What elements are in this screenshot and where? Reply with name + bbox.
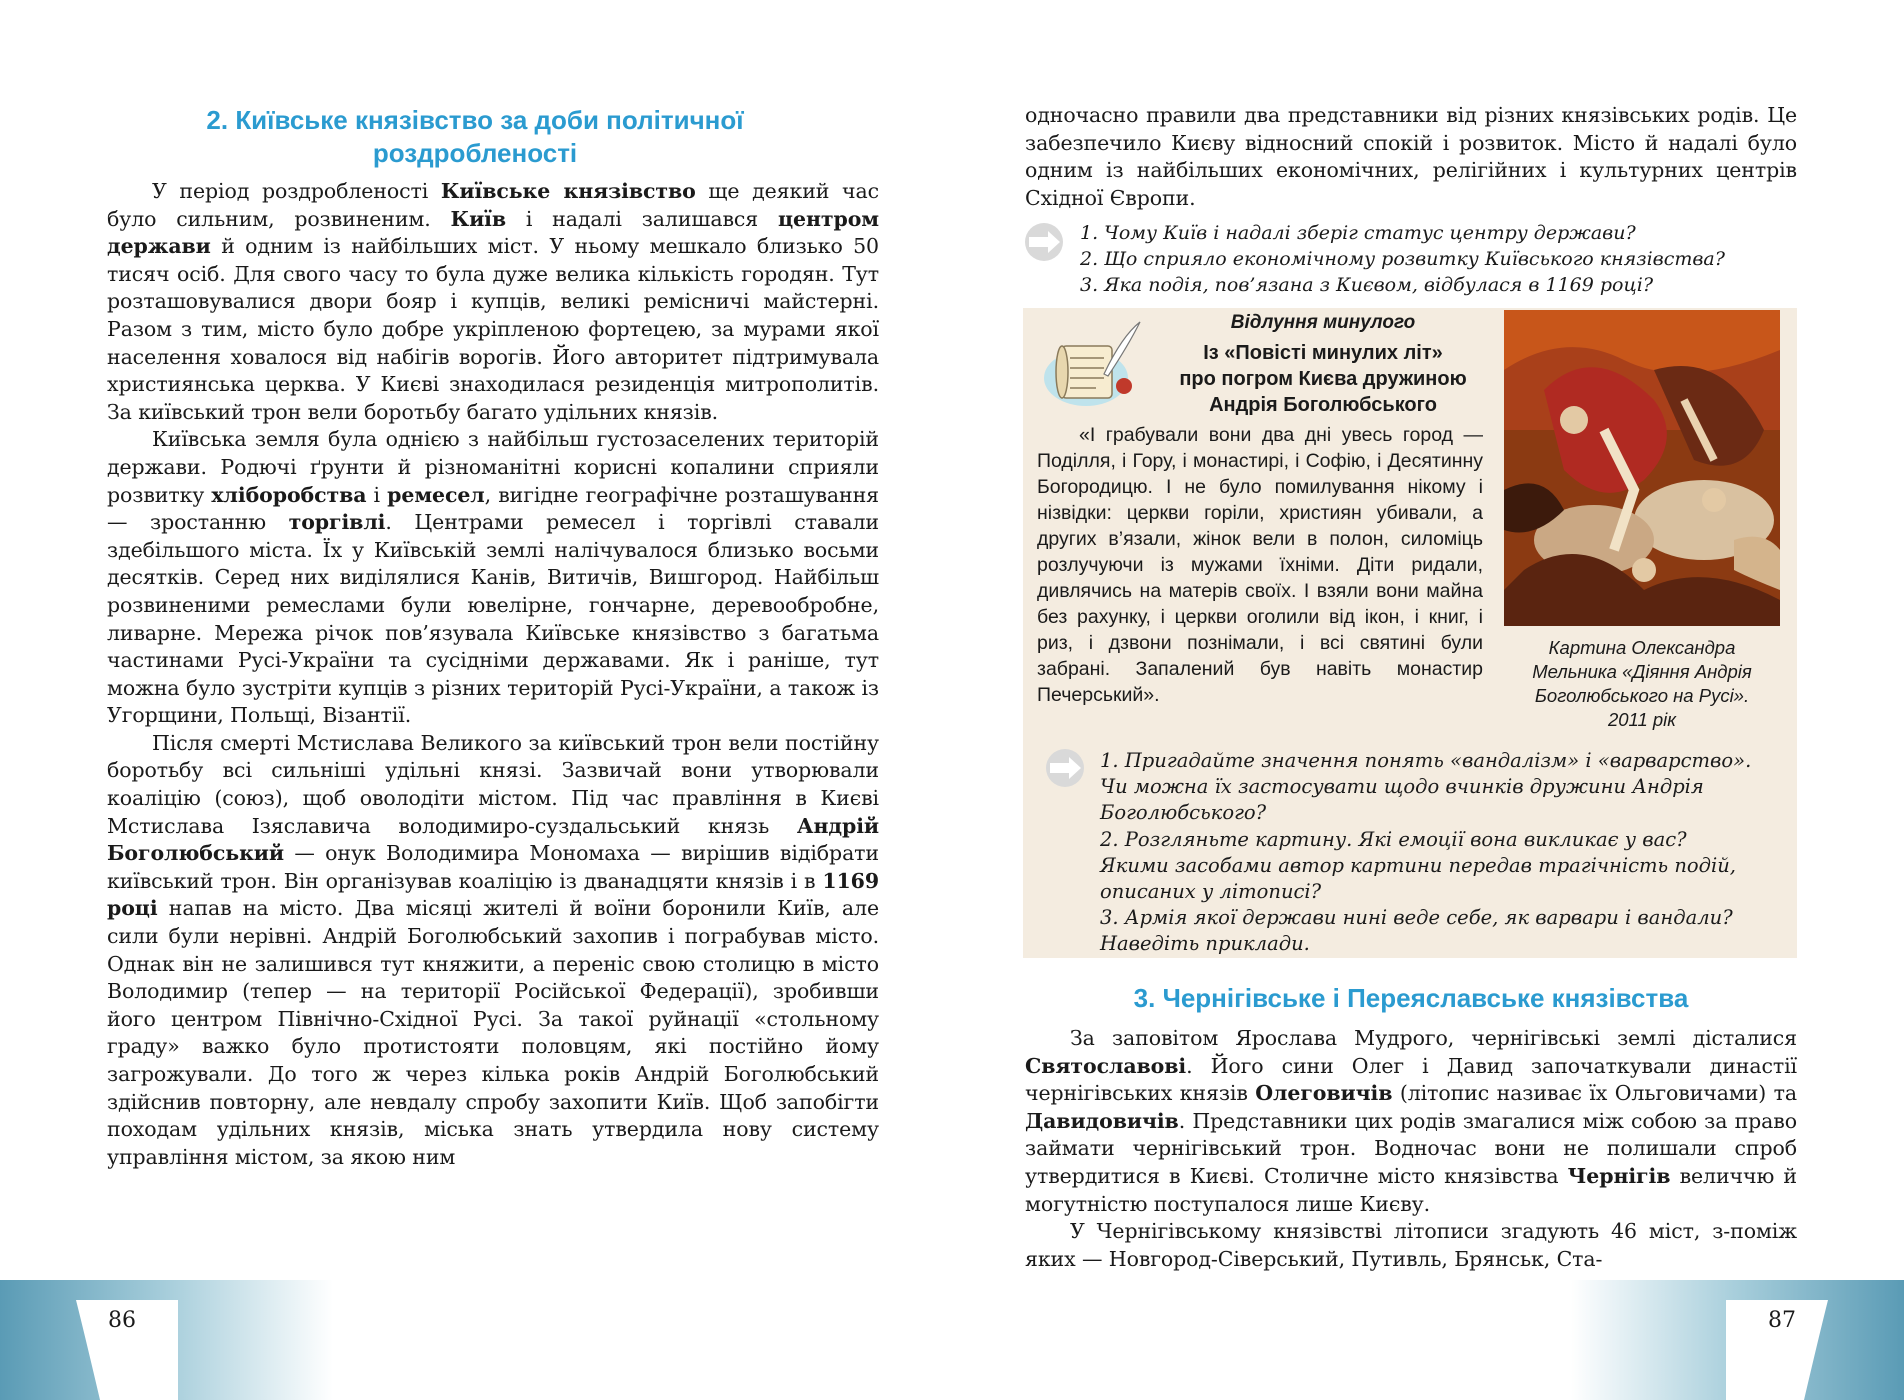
review-questions (1080, 220, 1725, 298)
painting-image (1504, 310, 1780, 626)
bold-term: Чернігів (1567, 1163, 1671, 1188)
continuation-text (1025, 102, 1797, 212)
caption-line-3: Боголюбського на Русі». (1534, 685, 1750, 706)
task-line-8: Наведіть приклади. (1100, 932, 1310, 956)
box-subtitle-line-3: Андрія Боголюбського (1209, 394, 1437, 416)
box-heading: Відлуння минулого (1230, 312, 1416, 333)
footer-band-left (0, 1280, 952, 1400)
bold-term: Андрій Боголюбський (107, 813, 879, 866)
bold-term: Київ (450, 206, 507, 231)
page-number-left: 86 (108, 1308, 136, 1333)
bold-term: ремесел (387, 482, 485, 507)
bold-term: Київське князівство (440, 179, 696, 203)
question-1: 1. Чому Київ і надалі зберіг статус центру держави? (1080, 222, 1636, 244)
page-number-right: 87 (1768, 1308, 1796, 1333)
box-tasks (1100, 748, 1751, 958)
bold-term: центром держави (107, 206, 879, 259)
chronicle-quote: «І грабували вони два дні увесь город — Поділля, і Гору, і монастирі, і Софію, і Десятинну Богородицю. І не було помилування нікому і нізвідки: церкви горіли, християн убивали, а других в’язали, жінок вели в полон, силоміць розлучуючи із мужами їхніми. Діти ридали, дивлячись на матерів своїх. І взяли вони майна без рахунку, і церкви оголили від ікон, і книг, і риз, і дзвони познімали, і всі святині були забрані. Запалений був навіть монастир Печерський». (1037, 424, 1483, 706)
title-line-1: 2. Київське князівство за доби політичної (206, 105, 744, 135)
bold-term: хліборобства (211, 482, 367, 507)
section-title-chernihiv: 3. Чернігівське і Переяславське князівства (1133, 983, 1689, 1013)
section-title-kyiv (140, 104, 810, 170)
bold-term: Давидовичів (1025, 1108, 1179, 1133)
task-line-2: Чи можна їх застосувати щодо вчинків дружини Андрія (1100, 775, 1704, 799)
scroll-quill-icon (1036, 316, 1146, 412)
task-line-7: 3. Армія якої держави нині веде себе, як варвари і вандали? (1100, 906, 1733, 930)
caption-line-4: 2011 рік (1607, 709, 1677, 730)
task-line-4: 2. Розгляньте картину. Які емоції вона викликає у вас? (1100, 827, 1687, 851)
bold-term: 1169 році (107, 868, 879, 921)
bold-term: Святославові (1025, 1053, 1187, 1078)
continuation-paragraph: одночасно правили два представники від різних князівських родів. Це забезпечило Києву відносний спокій і розвиток. Місто й надалі було одним із найбільших економічних, релігійних і культурних центрів Східної Європи. (1025, 103, 1797, 210)
question-3: 3. Яка подія, пов’язана з Києвом, відбулася в 1169 році? (1080, 274, 1654, 296)
box-subtitle (1150, 340, 1496, 418)
left-body-text (107, 178, 879, 1171)
left-paragraph-2: Київська земля була однією з найбільш густозаселених територій держави. Родючі ґрунти й різноманітні корисні копалини сприяли розвитку хліборобства і ремесел, вигідне географічне розташування — зростанню торгівлі. Центрами ремесел і торгівлі ставали здебільшого міста. Їх у Київській землі налічувалося близько восьми десятків. Серед них виділялися Канів, Витичів, Вишгород. Найбільш розвиненими ремеслами були ювелірне, гончарне, деревообробне, ливарне. Мережа річок пов’язувала Київське князівство з багатьма частинами Русі-України та сусідніми державами. Як і раніше, тут можна було зустріти купців з різних територій Русі-України, а також із Угорщини, Польщі, Візантії. (107, 427, 880, 728)
right-body-text (1025, 1025, 1797, 1273)
arrow-right-icon (1045, 748, 1085, 788)
task-line-1: 1. Пригадайте значення понять «вандалізм» і «варварство». (1100, 749, 1752, 772)
caption-line-1: Картина Олександра (1548, 637, 1736, 658)
right-paragraph-2: У Чернігівському князівстві літописи згадують 46 міст, з-поміж яких — Новгород-Сіверський, Путивль, Брянськ, Ста- (1025, 1219, 1797, 1271)
right-paragraph-1: За заповітом Ярослава Мудрого, чернігівські землі дісталися Святославові. Його сини Олег і Давид започаткували династії чернігівських князів Олеговичів (літопис називає їх Ольговичами) та Давидовичів. Представники цих родів змагалися між собою за право займати чернігівський трон. Водночас вони не полишали спроб утвердитися в Києві. Столичне місто князівства Чернігів величчю й могутністю поступалося лише Києву. (1025, 1026, 1797, 1216)
left-paragraph-1: У період роздробленості Київське князівство ще деякий час було сильним, розвиненим. Київ і надалі залишався центром держави й одним із найбільших міст. У ньому мешкало близько 50 тисяч осіб. Для свого часу то була дуже велика кількість городян. Тут розташовувалися двори бояр і купців, великі ремісничі майстерні. Разом з тим, місто було добре укріпленою фортецею, за мурами якої населення ховалося від набігів ворогів. Його авторитет підтримувала християнська церква. У Києві знаходилася резиденція митрополитів. За київський трон вели боротьбу багато удільних князів. (107, 179, 879, 424)
title-line-2: роздробленості (372, 138, 578, 168)
box-subtitle-line-2: про погром Києва дружиною (1179, 368, 1467, 390)
caption-line-2: Мельника «Діяння Андрія (1532, 661, 1752, 682)
painting-caption (1500, 636, 1784, 732)
task-line-6: описаних у літописі? (1100, 880, 1322, 904)
task-line-3: Боголюбського? (1100, 801, 1267, 825)
bold-term: торгівлі (288, 510, 386, 535)
left-paragraph-3: Після смерті Мстислава Великого за київський трон вели постійну боротьбу всі сильніші удільні князі. Зазвичай вони утворювали коаліцію (союз), щоб оволодіти містом. Під час правління в Києві Мстислава Ізяславича володимиро-суздальський князь Андрій Боголюбський — онук Володимира Мономаха — вирішив відібрати київський трон. Він організував коаліцію із дванадцяти князів і в 1169 році напав на місто. Два місяці жителі й воїни боронили Київ, але сили були нерівні. Андрій Боголюбський захопив і пограбував місто. Однак він не залишився тут княжити, а переніс свою столицю в місто Володимир (тепер — на території Російської Федерації), зробивши його центром Північно-Східної Русі. За такої руйнації «стольному граду» важко було протистояти половцям, які постійно йому загрожували. До того ж через кілька років Андрій Боголюбський здійснив повторну, але невдалу спробу захопити Київ. Щоб запобігти походам удільних князів, міська знать утвердила нову систему управління містом, за якою ним (107, 730, 879, 1169)
task-line-5: Якими засобами автор картини передав трагічність подій, (1100, 853, 1736, 877)
arrow-right-icon (1024, 222, 1064, 262)
question-2: 2. Що сприяло економічному розвитку Київського князівства? (1080, 248, 1725, 270)
box-subtitle-line-1: Із «Повісті минулих літ» (1203, 342, 1443, 364)
footer-band-right (952, 1280, 1904, 1400)
bold-term: Олеговичів (1255, 1081, 1393, 1106)
